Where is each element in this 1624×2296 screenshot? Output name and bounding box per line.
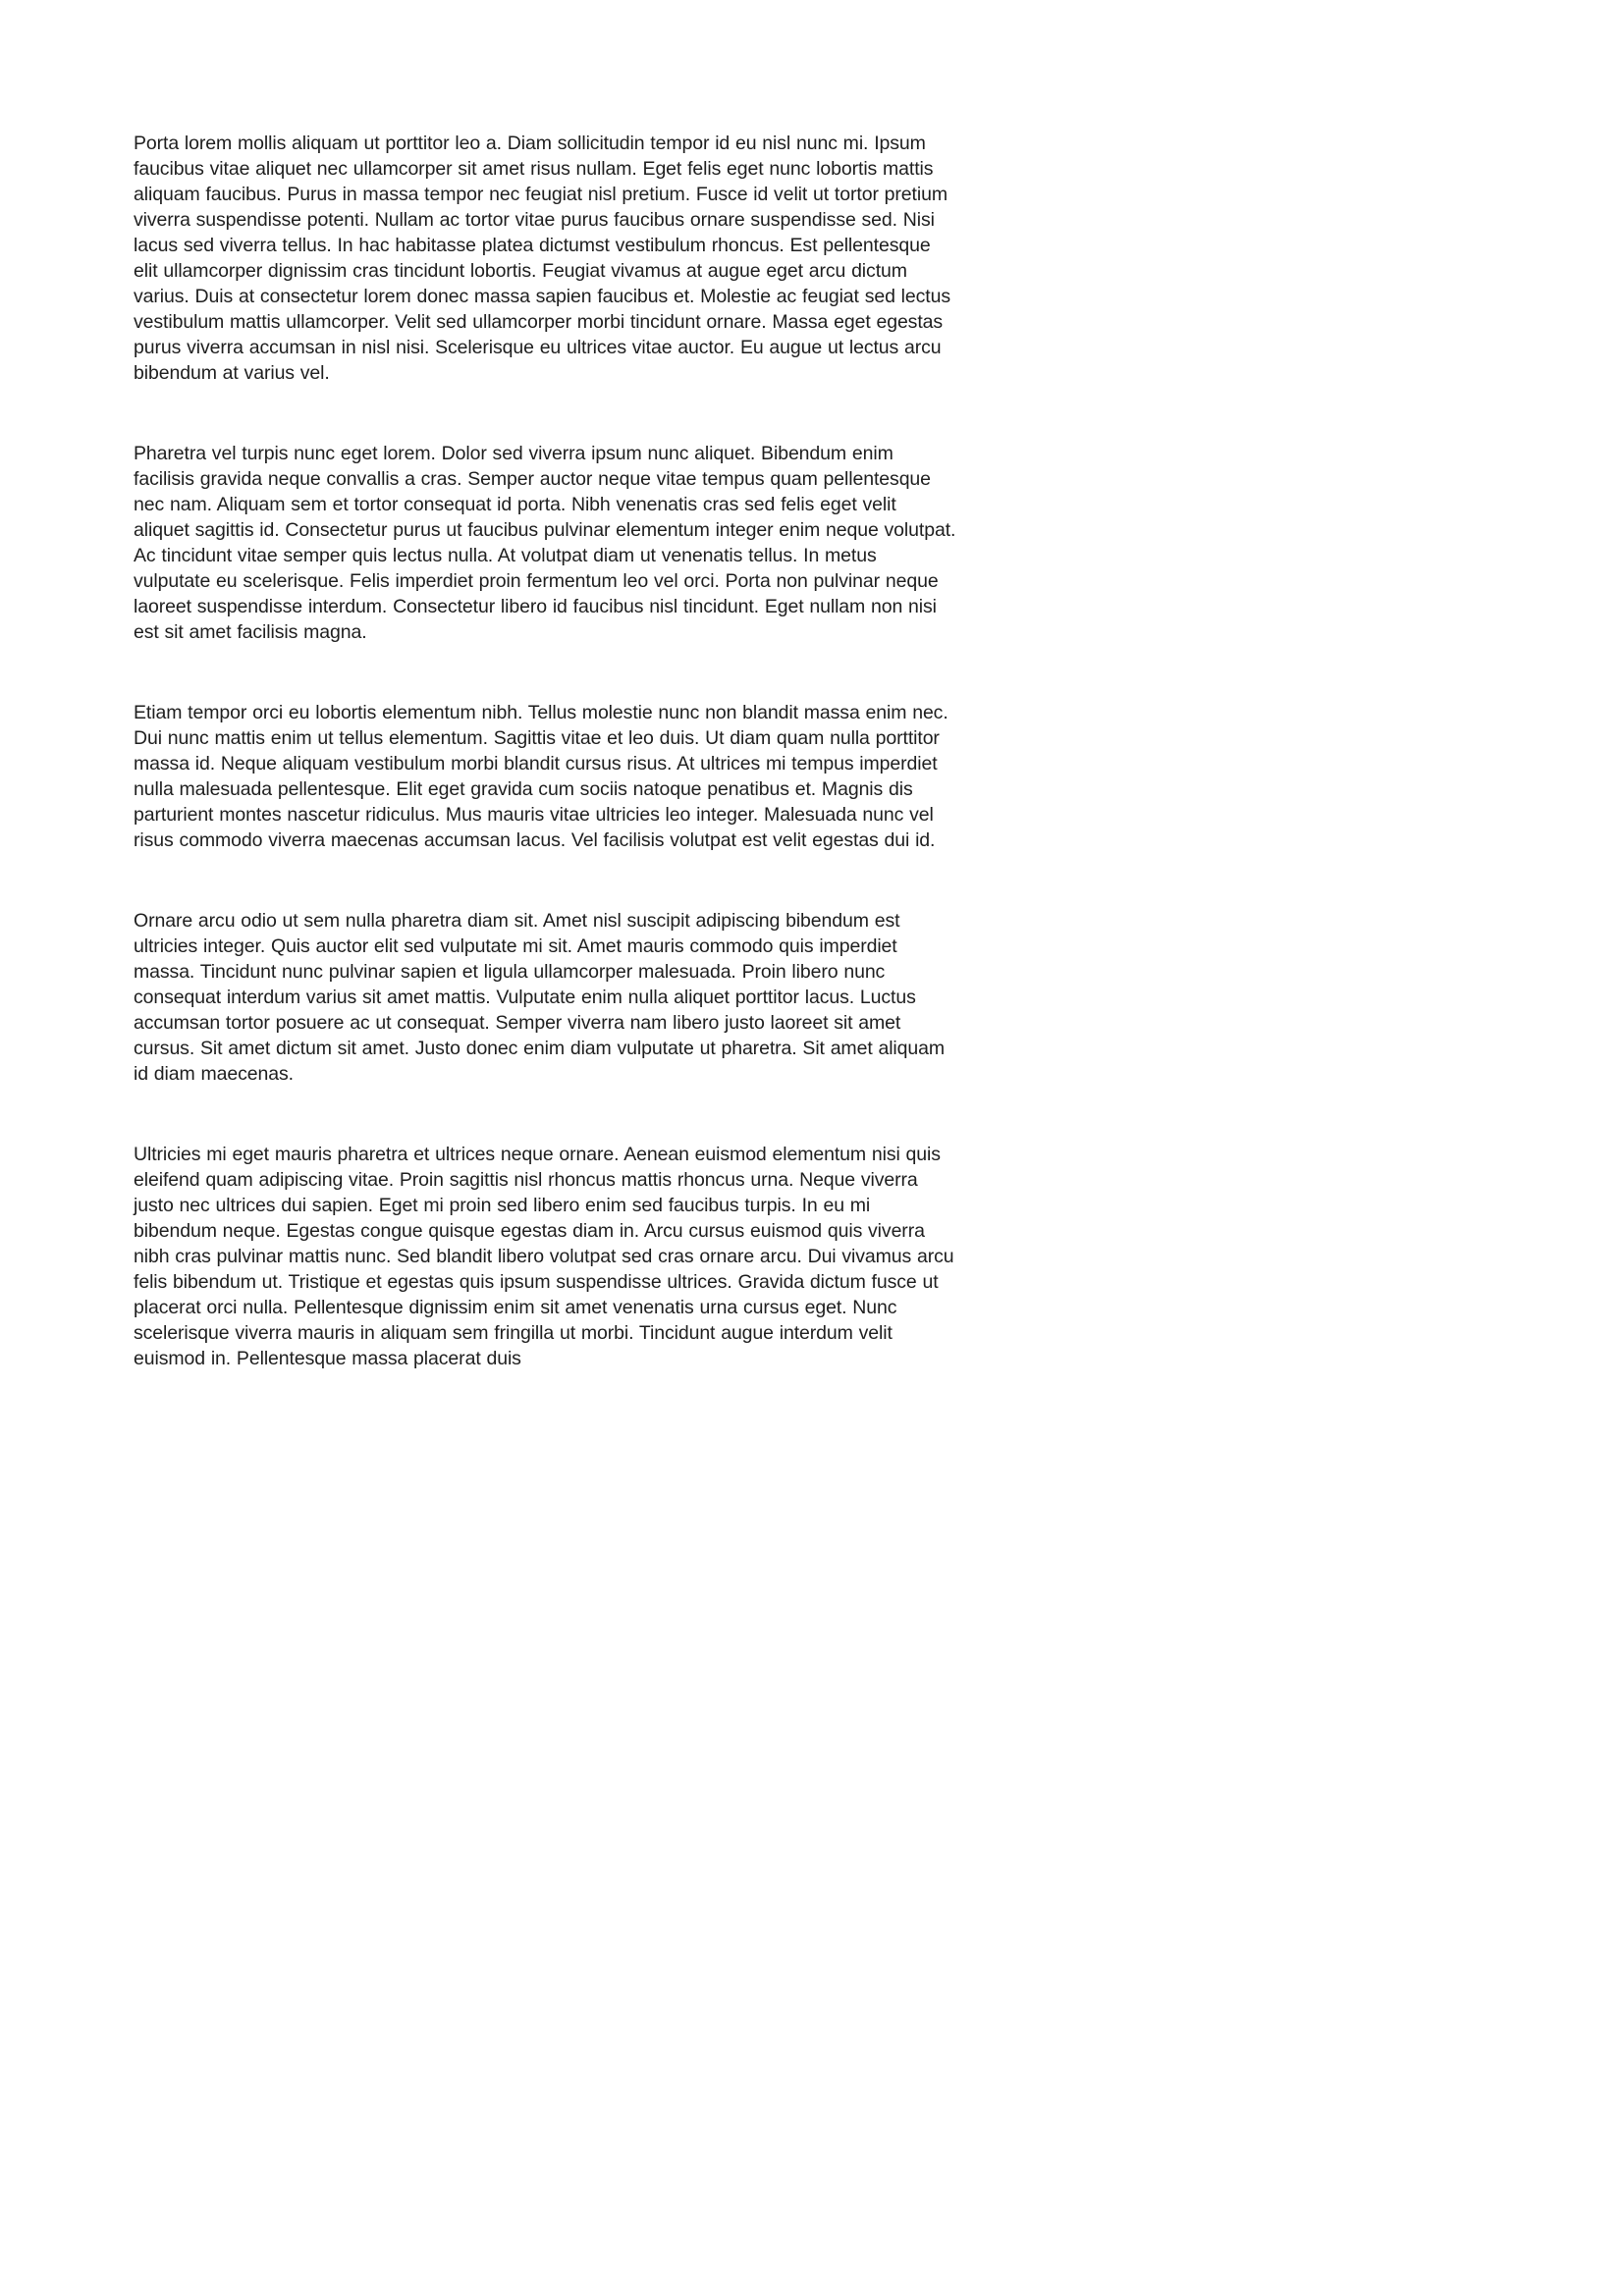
paragraph-4: Ornare arcu odio ut sem nulla pharetra diam sit. Amet nisl suscipit adipiscing bibendum est ultricies integer. Quis auctor elit sed vulputate mi sit. Amet mauris commodo quis imperdiet massa. Tincidunt nunc pulvinar sapien et ligula ullamcorper malesuada. Proin libero nunc consequat interdum varius sit amet mattis. Vulputate enim nulla aliquet porttitor lacus. Luctus accumsan tortor posuere ac ut consequat. Semper viverra nam libero justo laoreet sit amet cursus. Sit amet dictum sit amet. Justo donec enim diam vulputate ut pharetra. Sit amet aliquam id diam maecenas. bbox=[134, 910, 946, 1085]
paragraph-5: Ultricies mi eget mauris pharetra et ultrices neque ornare. Aenean euismod elementum nisi quis eleifend quam adipiscing vitae. Proin sagittis nisl rhoncus mattis rhoncus urna. Neque viverra justo nec ultrices dui sapien. Eget mi proin sed libero enim sed faucibus turpis. In eu mi bibendum neque. Egestas congue quisque egestas diam in. Arcu cursus euismod quis viverra nibh cras pulvinar mattis nunc. Sed blandit libero volutpat sed cras ornare arcu. Dui vivamus arcu felis bibendum ut. Tristique et egestas quis ipsum suspendisse ultrices. Gravida dictum fusce ut placerat orci nulla. Pellentesque dignissim enim sit amet venenatis urna cursus eget. Nunc scelerisque viverra mauris in aliquam sem fringilla ut morbi. Tincidunt augue interdum velit euismod in. Pellentesque massa placerat duis bbox=[134, 1144, 954, 1369]
paragraph-3: Etiam tempor orci eu lobortis elementum nibh. Tellus molestie nunc non blandit massa enim nec. Dui nunc mattis enim ut tellus elementum. Sagittis vitae et leo duis. Ut diam quam nulla porttitor massa id. Neque aliquam vestibulum morbi blandit cursus risus. At ultrices mi tempus imperdiet nulla malesuada pellentesque. Elit eget gravida cum sociis natoque penatibus et. Magnis dis parturient montes nascetur ridiculus. Mus mauris vitae ultricies leo integer. Malesuada nunc vel risus commodo viverra maecenas accumsan lacus. Vel facilisis volutpat est velit egestas dui id. bbox=[134, 702, 948, 851]
paragraph-1: Porta lorem mollis aliquam ut porttitor leo a. Diam sollicitudin tempor id eu nisl nunc mi. Ipsum faucibus vitae aliquet nec ullamcorper sit amet risus nullam. Eget felis eget nunc lobortis mattis aliquam faucibus. Purus in massa tempor nec feugiat nisl pretium. Fusce id velit ut tortor pretium viverra suspendisse potenti. Nullam ac tortor vitae purus faucibus ornare suspendisse sed. Nisi lacus sed viverra tellus. In hac habitasse platea dictumst vestibulum rhoncus. Est pellentesque elit ullamcorper dignissim cras tincidunt lobortis. Feugiat vivamus at augue eget arcu dictum varius. Duis at consectetur lorem donec massa sapien faucibus et. Molestie ac feugiat sed lectus vestibulum mattis ullamcorper. Velit sed ullamcorper morbi tincidunt ornare. Massa eget egestas purus viverra accumsan in nisl nisi. Scelerisque eu ultrices vitae auctor. Eu augue ut lectus arcu bibendum at varius vel. bbox=[134, 133, 950, 384]
paragraph-2: Pharetra vel turpis nunc eget lorem. Dolor sed viverra ipsum nunc aliquet. Bibendum enim facilisis gravida neque convallis a cras. Semper auctor neque vitae tempus quam pellentesque nec nam. Aliquam sem et tortor consequat id porta. Nibh venenatis cras sed felis eget velit aliquet sagittis id. Consectetur purus ut faucibus pulvinar elementum integer enim neque volutpat. Ac tincidunt vitae semper quis lectus nulla. At volutpat diam ut venenatis tellus. In metus vulputate eu scelerisque. Felis imperdiet proin fermentum leo vel orci. Porta non pulvinar neque laoreet suspendisse interdum. Consectetur libero id faucibus nisl tincidunt. Eget nullam non nisi est sit amet facilisis magna. bbox=[134, 443, 956, 643]
document-text-column bbox=[134, 131, 956, 1426]
